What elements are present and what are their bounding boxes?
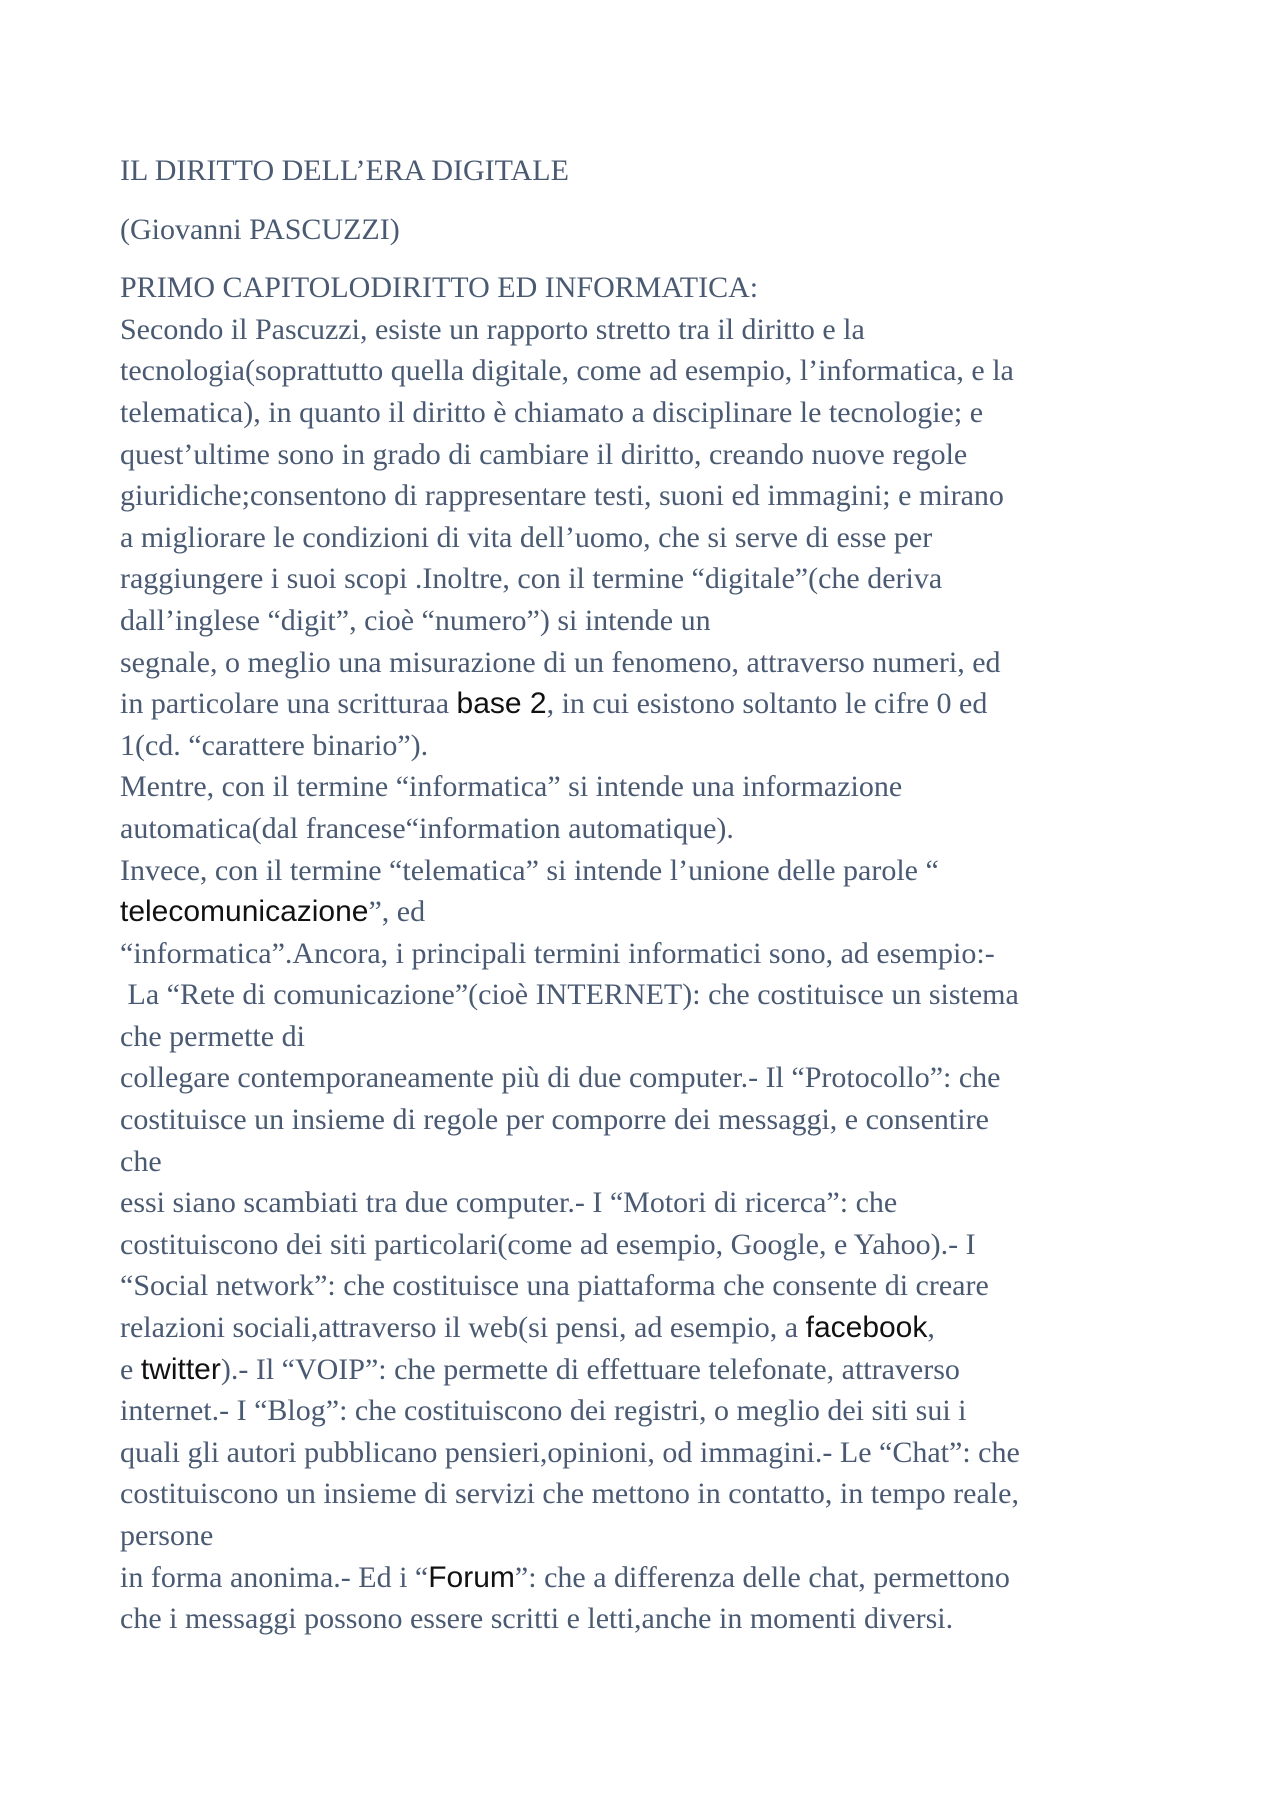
body-line: dall’inglese “digit”, cioè “numero”) si intende un [120,603,711,637]
body-line: che [120,1144,162,1178]
body-line: a migliorare le condizioni di vita dell’uomo, che si serve di esse per [120,520,933,554]
link-base-2[interactable]: base 2 [456,687,547,721]
body-line: che permette di [120,1019,305,1053]
document-title: IL DIRITTO DELL’ERA DIGITALE [120,154,569,187]
document-page [120,150,1180,1640]
body-line [120,1307,1180,1349]
body-text: , [927,1311,935,1345]
body-line: costituiscono un insieme di servizi che mettono in contatto, in tempo reale, [120,1477,1019,1511]
body-line: quali gli autori pubblicano pensieri,opinioni, od immagini.- Le “Chat”: che [120,1435,1020,1469]
body-line: Mentre, con il termine “informatica” si intende una informazione [120,770,903,804]
body-line: 1(cd. “carattere binario”). [120,728,429,762]
body-line [120,1349,1180,1391]
link-forum[interactable]: Forum [428,1560,515,1594]
body-text: in forma anonima.- Ed i “ [120,1560,429,1594]
body-text: ”, ed [368,895,426,929]
body-line: telematica), in quanto il diritto è chiamato a disciplinare le tecnologie; e [120,395,984,429]
body-line [120,683,1180,725]
body-line: tecnologia(soprattutto quella digitale, come ad esempio, l’informatica, e la [120,354,1014,388]
body-text: ).- Il “VOIP”: che permette di effettuare telefonate, attraverso [220,1352,960,1386]
body-text: in particolare una scritturaa [120,687,457,721]
body-line: La “Rete di comunicazione”(cioè INTERNET): che costituisce un sistema [120,978,1019,1012]
body-line: essi siano scambiati tra due computer.- I “Motori di ricerca”: che [120,1186,898,1220]
body-text: ”: che a differenza delle chat, permettono [514,1560,1010,1594]
body-line: costituisce un insieme di regole per comporre dei messaggi, e consentire [120,1103,989,1137]
link-telecomunicazione[interactable]: telecomunicazione [120,895,369,929]
body-line: internet.- I “Blog”: che costituiscono dei registri, o meglio dei siti sui i [120,1394,967,1428]
body-line: automatica(dal francese“information automatique). [120,811,734,845]
body-line: segnale, o meglio una misurazione di un fenomeno, attraverso numeri, ed [120,645,1001,679]
body-line: “informatica”.Ancora, i principali termini informatici sono, ad esempio:- [120,936,995,970]
document-author: (Giovanni PASCUZZI) [120,212,400,246]
body-text: e [120,1352,141,1386]
body-line: quest’ultime sono in grado di cambiare il diritto, creando nuove regole [120,437,968,471]
body-text: relazioni sociali,attraverso il web(si pensi, ad esempio, a [120,1311,806,1345]
body-line: persone [120,1519,214,1552]
link-facebook[interactable]: facebook [805,1311,928,1345]
body-line: giuridiche;consentono di rappresentare testi, suoni ed immagini; e mirano [120,479,1004,513]
body-line: “Social network”: che costituisce una piattaforma che consente di creare [120,1269,989,1303]
body-line: costituiscono dei siti particolari(come ad esempio, Google, e Yahoo).- I [120,1227,976,1261]
body-line: Secondo il Pascuzzi, esiste un rapporto stretto tra il diritto e la [120,312,865,346]
body-line: raggiungere i suoi scopi .Inoltre, con il termine “digitale”(che deriva [120,562,943,596]
link-twitter[interactable]: twitter [140,1352,221,1386]
body-line: Invece, con il termine “telematica” si intende l’unione delle parole “ [120,853,939,887]
body-line: collegare contemporaneamente più di due computer.- Il “Protocollo”: che [120,1061,1001,1095]
body-line: che i messaggi possono essere scritti e letti,anche in momenti diversi. [120,1602,954,1636]
body-line [120,1557,1180,1599]
chapter-heading: PRIMO CAPITOLODIRITTO ED INFORMATICA: [120,271,759,305]
body-text: , in cui esistono soltanto le cifre 0 ed [546,687,988,721]
body-line [120,891,1180,933]
